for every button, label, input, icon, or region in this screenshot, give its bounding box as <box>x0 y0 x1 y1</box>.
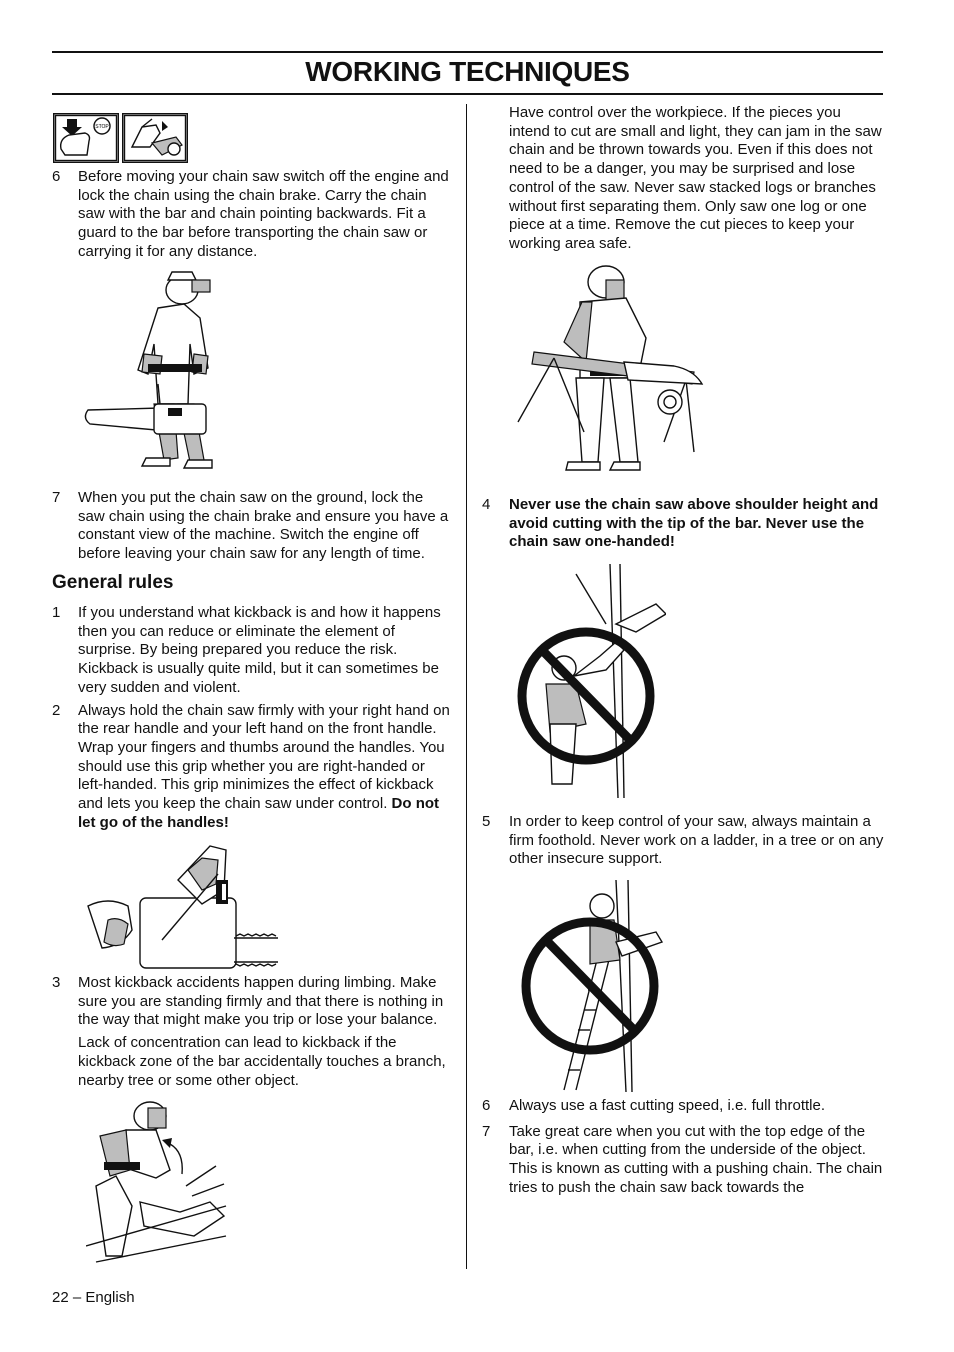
carrying-saw-illustration <box>82 268 222 484</box>
stop-label: STOP <box>95 124 109 130</box>
kickback-limbing-illustration <box>86 1096 228 1266</box>
rule-3-limbing: 3 Most kickback accidents happen during limbing. Make sure you are standing firmly and that there is nothing in the way that might make you trip or lose your balance. Lack of concentration can lead to kickback if the kickback zone of the bar accidentally touches a branch, nearby tree or some other object. <box>52 974 452 1090</box>
page-title: WORKING TECHNIQUES <box>305 56 630 87</box>
prohibited-above-shoulder-illustration <box>516 564 666 798</box>
header-rule-top <box>52 51 883 53</box>
item-4-shoulder-height: 4 Never use the chain saw above shoulder height and avoid cutting with the tip of the bar. Never use the chain saw one-handed! <box>482 496 879 551</box>
grip-illustration <box>84 840 280 970</box>
chain-brake-icon <box>122 113 188 163</box>
workpiece-control-text: Have control over the workpiece. If the pieces you intend to cut are small and light, they can jam in the saw chain and be thrown towards you. Even if this does not need to be a danger, you may be surprised and lose control of the saw. Never saw stacked logs or branches without first separating them. Only saw one log or one piece at a time. Remove the cut pieces to keep your working area safe. <box>509 104 882 252</box>
rule-2-firm-grip: 2 Always hold the chain saw firmly with your right hand on the rear handle and your left hand on the front handle. Wrap your fingers and thumbs around the handles. You should use this grip whether you are right-handed or left-handed. This grip minimizes the effect of kickback and lets you keep the chain saw under control. Do not let go of the handles! <box>52 701 450 831</box>
stop-engine-icon <box>53 113 119 163</box>
prohibited-ladder-illustration <box>516 880 666 1092</box>
item-7-saw-on-ground: 7 When you put the chain saw on the ground, lock the saw chain using the chain brake and ensure you have a constant view of the machine. Switch the engine off before leaving your chain saw for any length of time. <box>52 489 449 563</box>
item-6-carry-saw: 6 Before moving your chain saw switch off the engine and lock the chain using the chain brake. Carry the chain saw with the bar and chain pointing backwards. Fit a guard to the bar before transporting the chain saw or carrying it for any distance. <box>52 168 449 260</box>
header-rule-bottom <box>52 93 883 95</box>
page-footer: 22 – English <box>52 1289 135 1306</box>
rule-3-concentration: Lack of concentration can lead to kickback if the kickback zone of the bar accidentally touches a branch, nearby tree or some other object. <box>78 1034 446 1089</box>
general-rules-heading: General rules <box>52 572 174 593</box>
sawhorse-illustration <box>514 262 710 476</box>
item-5-firm-foothold: 5 In order to keep control of your saw, always maintain a firm foothold. Never work on a ladder, in a tree or on any other insecure support. <box>482 813 884 868</box>
item-7-pushing-chain: 7 Take great care when you cut with the top edge of the bar, i.e. when cutting from the underside of the object. This is known as cutting with a pushing chain. The chain tries to push the chain saw back towards the <box>482 1122 883 1196</box>
rule-1-kickback-awareness: 1 If you understand what kickback is and how it happens then you can reduce or eliminate the element of surprise. By being prepared you reduce the risk. Kickback is usually quite mild, but it can sometimes be very sudden and violent. <box>52 604 441 696</box>
column-divider <box>466 104 467 1269</box>
item-6-fast-cutting-speed: 6 Always use a fast cutting speed, i.e. full throttle. <box>482 1097 825 1114</box>
